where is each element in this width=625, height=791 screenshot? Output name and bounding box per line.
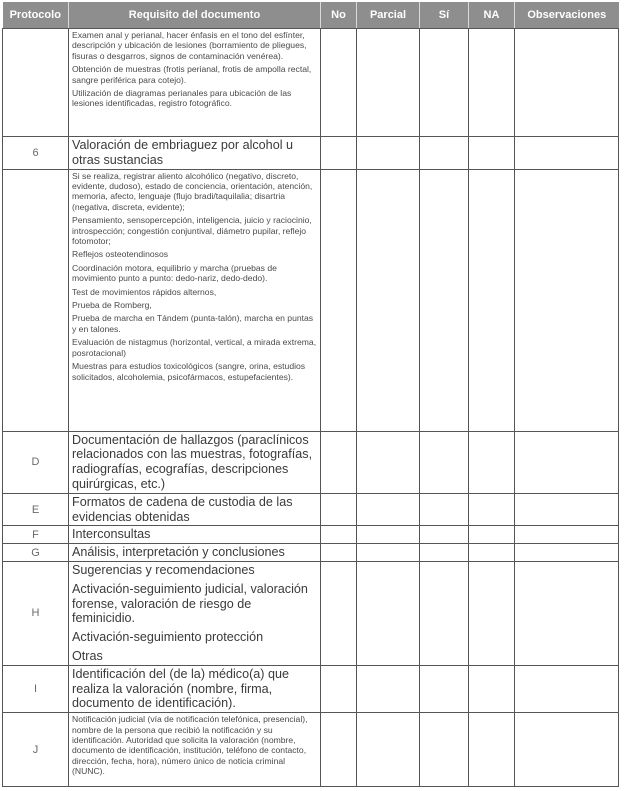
parcial-cell[interactable] [357,713,420,787]
table-row [3,526,619,544]
requisito-line: Si se realiza, registrar aliento alcohólico (negativo, discreto, evidente, dudoso), estado de conciencia, orientación, atención, memoria, afecto, lenguaje (flujo bradi/taquilalia; disartria (negativa, discreta, evidente); [72,170,313,212]
requisito-line: Utilización de diagramas perianales para ubicación de las lesiones identificadas, registro fotográfico. [72,88,292,109]
no-cell[interactable] [321,169,357,431]
requisito-line: Análisis, interpretación y conclusiones [72,545,285,560]
no-cell[interactable] [321,493,357,526]
table-row [3,665,619,712]
na-cell[interactable] [469,544,515,562]
requisito-cell [69,665,321,712]
protocolo-cell: J [3,713,69,787]
header-no: No [321,2,357,29]
requisito-cell [69,544,321,562]
requisito-line: Muestras para estudios toxicológicos (sangre, orina, estudios solicitados, alcoholemia, psicofármacos, estupefacientes). [72,361,306,382]
observaciones-cell[interactable] [515,29,619,137]
si-cell[interactable] [420,665,469,712]
protocolo-cell [3,169,69,431]
parcial-cell[interactable] [357,526,420,544]
na-cell[interactable] [469,526,515,544]
si-cell[interactable] [420,29,469,137]
na-cell[interactable] [469,713,515,787]
table-row [3,493,619,526]
protocolo-cell [3,29,69,137]
requisito-line: Prueba de Romberg, [72,300,152,311]
protocolo-cell: H [3,561,69,665]
no-cell[interactable] [321,665,357,712]
no-cell[interactable] [321,431,357,493]
requisito-line: Obtención de muestras (frotis perianal, frotis de ampolla rectal, sangre periférica para cotejo). [72,64,312,85]
requisito-line: Prueba de marcha en Tándem (punta-talón), marcha en puntas y en talones. [72,313,314,334]
observaciones-cell[interactable] [515,526,619,544]
protocolo-cell: I [3,665,69,712]
observaciones-cell[interactable] [515,137,619,170]
parcial-cell[interactable] [357,137,420,170]
protocolo-cell: F [3,526,69,544]
requisito-cell [69,169,321,431]
protocolo-cell: G [3,544,69,562]
requisito-line: Identificación del (de la) médico(a) que realiza la valoración (nombre, firma, documento de identificación). [72,666,290,711]
header-row [3,2,619,29]
table-row [3,169,619,431]
no-cell[interactable] [321,526,357,544]
na-cell[interactable] [469,29,515,137]
no-cell[interactable] [321,137,357,170]
requisito-line: Interconsultas [72,527,151,542]
requisito-line: Notificación judicial (vía de notificación telefónica, presencial), nombre de la persona que recibió la notificación y su identificación. Autoridad que solicita la valoración (nombre, documento de identificación, institución, teléfono de contacto, dirección, fecha, hora), número único de noticia criminal (NUNC). [72,714,308,777]
checklist-table-container [2,2,618,779]
header-na: NA [469,2,515,29]
na-cell[interactable] [469,493,515,526]
requisito-line: Evaluación de nistagmus (horizontal, vertical, a mirada extrema, posrotacional) [72,337,317,358]
na-cell[interactable] [469,431,515,493]
checklist-table [2,2,619,787]
no-cell[interactable] [321,713,357,787]
si-cell[interactable] [420,493,469,526]
requisito-line: Valoración de embriaguez por alcohol u otras sustancias [72,138,293,167]
requisito-line: Documentación de hallazgos (paraclínicos relacionados con las muestras, fotografías, radiografías, ecografías, descripciones quirúrgicas, etc.) [72,432,313,491]
si-cell[interactable] [420,561,469,665]
protocolo-cell: D [3,431,69,493]
requisito-cell [69,137,321,170]
parcial-cell[interactable] [357,493,420,526]
na-cell[interactable] [469,561,515,665]
requisito-line: Activación-seguimiento protección [72,630,264,645]
parcial-cell[interactable] [357,561,420,665]
no-cell[interactable] [321,29,357,137]
parcial-cell[interactable] [357,431,420,493]
no-cell[interactable] [321,544,357,562]
table-row [3,713,619,787]
requisito-cell [69,431,321,493]
observaciones-cell[interactable] [515,544,619,562]
table-row [3,431,619,493]
protocolo-cell: E [3,493,69,526]
header-parcial: Parcial [357,2,420,29]
si-cell[interactable] [420,431,469,493]
observaciones-cell[interactable] [515,665,619,712]
no-cell[interactable] [321,561,357,665]
si-cell[interactable] [420,137,469,170]
table-row [3,561,619,665]
requisito-line: Reflejos osteotendinosos [72,249,169,260]
na-cell[interactable] [469,137,515,170]
table-row [3,29,619,137]
table-row [3,544,619,562]
requisito-cell [69,526,321,544]
requisito-line: Examen anal y perianal, hacer énfasis en el tono del esfínter, descripción y ubicación de lesiones (borramiento de pliegues, fisuras o desgarros, signos de contaminación venérea). [72,30,307,61]
header-protocolo: Protocolo [3,2,69,29]
parcial-cell[interactable] [357,665,420,712]
table-row [3,137,619,170]
observaciones-cell[interactable] [515,493,619,526]
protocolo-cell: 6 [3,137,69,170]
parcial-cell[interactable] [357,29,420,137]
observaciones-cell[interactable] [515,431,619,493]
requisito-line: Pensamiento, sensopercepción, inteligencia, juicio y raciocinio, introspección; congestión conjuntival, diámetro pupilar, reflejo fotomotor; [72,215,312,247]
requisito-cell [69,713,321,787]
requisito-cell [69,493,321,526]
na-cell[interactable] [469,665,515,712]
requisito-line: Test de movimientos rápidos alternos, [72,286,217,297]
observaciones-cell[interactable] [515,169,619,431]
requisito-line: Otras [72,648,103,663]
observaciones-cell[interactable] [515,713,619,787]
header-observaciones: Observaciones [515,2,619,29]
observaciones-cell[interactable] [515,561,619,665]
parcial-cell[interactable] [357,544,420,562]
si-cell[interactable] [420,713,469,787]
requisito-cell [69,561,321,665]
na-cell[interactable] [469,169,515,431]
parcial-cell[interactable] [357,169,420,431]
requisito-line: Activación-seguimiento judicial, valoración forense, valoración de riesgo de feminicidio. [72,581,308,626]
header-si: Sí [420,2,469,29]
requisito-line: Formatos de cadena de custodia de las evidencias obtenidas [72,494,293,524]
header-requisito: Requisito del documento [69,2,321,29]
requisito-cell [69,29,321,137]
requisito-line: Sugerencias y recomendaciones [72,562,255,577]
si-cell[interactable] [420,526,469,544]
si-cell[interactable] [420,169,469,431]
si-cell[interactable] [420,544,469,562]
requisito-line: Coordinación motora, equilibrio y marcha (pruebas de movimiento punto a punto: dedo-nariz, dedo-dedo). [72,262,277,284]
